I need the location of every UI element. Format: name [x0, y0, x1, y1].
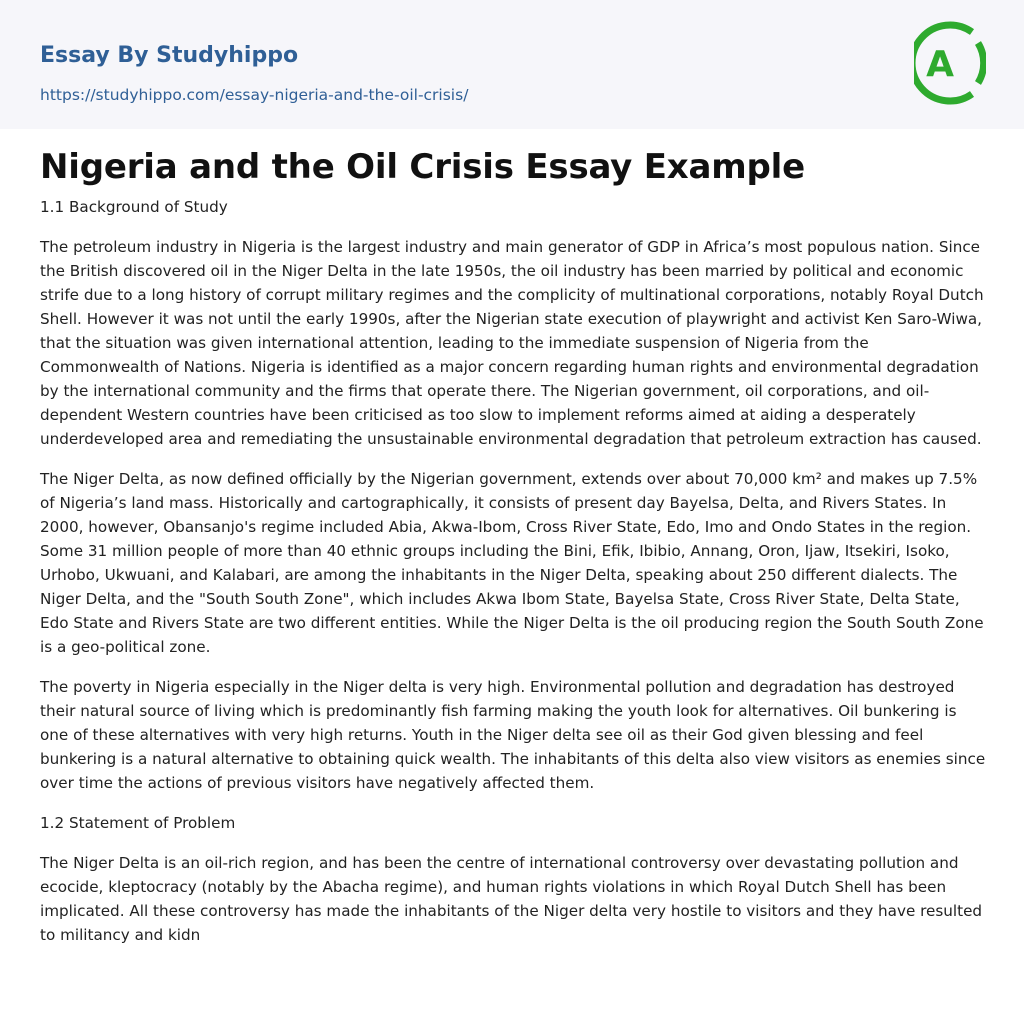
- paragraph: The Niger Delta, as now defined officially by the Nigerian government, extends over about 70,000 km² and makes up 7.5% of Nigeria’s land mass. Historically and cartographically, it consists of present day Bayelsa, Delta, and Rivers States. In 2000, however, Obansanjo's regime included Abia, Akwa-Ibom, Cross River State, Edo, Imo and Ondo States in the region. Some 31 million people of more than 40 ethnic groups including the Bini, Efik, Ibibio, Annang, Oron, Ijaw, Itsekiri, Isoko, Urhobo, Ukwuani, and Kalabari, are among the inhabitants in the Niger Delta, speaking about 250 different dialects. The Niger Delta, and the "South South Zone", which includes Akwa Ibom State, Bayelsa State, Cross River State, Delta State, Edo State and Rivers State are two different entities. While the Niger Delta is the oil producing region the South South Zone is a geo-political zone.: [40, 470, 984, 656]
- studyhippo-logo[interactable]: [914, 20, 986, 106]
- page-title: Nigeria and the Oil Crisis Essay Example: [40, 147, 805, 187]
- paragraph: The poverty in Nigeria especially in the Niger delta is very high. Environmental pollution and degradation has destroyed their natural source of living which is predominantly fish farming making the youth look for alternatives. Oil bunkering is one of these alternatives with very high returns. Youth in the Niger delta see oil as their God given blessing and feel bunkering is a natural alternative to obtaining quick wealth. The inhabitants of this delta also view visitors as enemies since over time the actions of previous visitors have negatively affected them.: [40, 678, 986, 792]
- logo-letter: A: [926, 44, 954, 85]
- section-heading-background: 1.1 Background of Study: [40, 198, 228, 216]
- article-body: [40, 195, 986, 963]
- article-url-link[interactable]: https://studyhippo.com/essay-nigeria-and-the-oil-crisis/: [40, 86, 469, 104]
- site-brand[interactable]: Essay By Studyhippo: [40, 43, 299, 68]
- paragraph: The petroleum industry in Nigeria is the largest industry and main generator of GDP in Africa’s most populous nation. Since the British discovered oil in the Niger Delta in the late 1950s, the oil industry has been married by political and economic strife due to a long history of corrupt military regimes and the complicity of multinational corporations, notably Royal Dutch Shell. However it was not until the early 1990s, after the Nigerian state execution of playwright and activist Ken Saro-Wiwa, that the situation was given international attention, leading to the immediate suspension of Nigeria from the Commonwealth of Nations. Nigeria is identified as a major concern regarding human rights and environmental degradation by the international community and the firms that operate there. The Nigerian government, oil corporations, and oil-dependent Western countries have been criticised as too slow to implement reforms aimed at aiding a desperately underdeveloped area and remediating the unsustainable environmental degradation that petroleum extraction has caused.: [40, 238, 984, 448]
- paragraph: The Niger Delta is an oil-rich region, and has been the centre of international controversy over devastating pollution and ecocide, kleptocracy (notably by the Abacha regime), and human rights violations in which Royal Dutch Shell has been implicated. All these controversy has made the inhabitants of the Niger delta very hostile to visitors and they have resulted to militancy and kidn: [40, 854, 983, 944]
- logo-icon: [914, 20, 986, 106]
- section-heading-problem: 1.2 Statement of Problem: [40, 814, 236, 832]
